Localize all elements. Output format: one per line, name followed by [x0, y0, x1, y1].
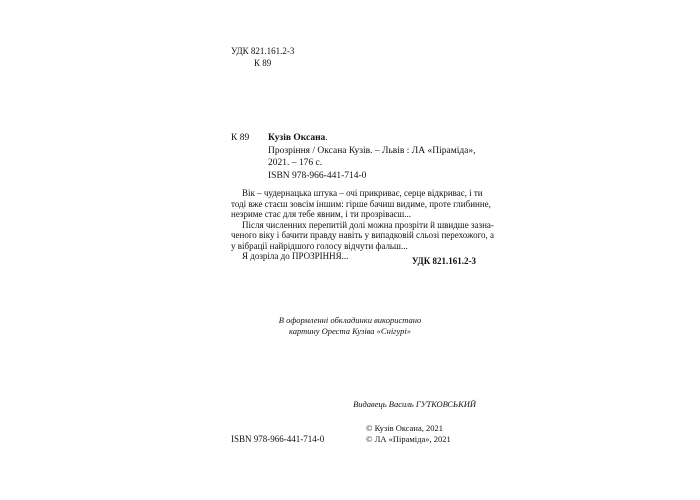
- copyright-line: © Кузів Оксана, 2021: [366, 423, 443, 433]
- bibliographic-record: [268, 132, 476, 170]
- record-line-title: Прозріння / Оксана Кузів. – Львів : ЛА «Піраміда»,: [268, 145, 476, 156]
- author-mark-top: К 89: [254, 58, 272, 68]
- author-mark-record: К 89: [231, 133, 250, 143]
- author-name: Кузів Оксана: [268, 133, 326, 143]
- author-name-dot: .: [325, 133, 328, 143]
- annotation-line: у вібрації найрідшого голосу відчути фальш...: [231, 240, 408, 251]
- publisher-line: Видавець Василь ГУТКОВСЬКИЙ: [353, 399, 476, 409]
- copyright-line: © ЛА «Піраміда», 2021: [366, 434, 451, 444]
- cover-note: [250, 315, 450, 337]
- annotation-line: Вік – чудернацька штука – очі прикриває, серце відкриває, і ти: [242, 188, 483, 198]
- record-line-author: [268, 132, 476, 145]
- annotation-line: Після численних перепитій долі можна прозріти й швидше зазна-: [242, 219, 494, 230]
- annotation-line: Я дозріла до ПРОЗРІННЯ...: [242, 251, 349, 261]
- cover-note-line: картину Ореста Кузіва «Снігурі»: [288, 326, 412, 336]
- annotation-line: ченого віку і бачити правду навіть у випадковій сльозі перехожого, а: [231, 230, 495, 240]
- cover-note-line: В оформленні обкладинки використано: [278, 315, 422, 325]
- record-line-imprint: 2021. – 176 с.: [268, 158, 323, 168]
- isbn-record: ISBN 978-966-441-714-0: [268, 171, 367, 181]
- annotation-line: тоді вже стаєш зовсім іншим: гірше бачиш видиме, проте глибинне,: [231, 198, 491, 209]
- copyright-block: [366, 423, 451, 445]
- udk-code-top: УДК 821.161.2-3: [231, 46, 295, 56]
- annotation-line: незриме стає для тебе явним, і ти прозріваєш...: [231, 209, 411, 219]
- udk-code-bottom: УДК 821.161.2-3: [411, 256, 476, 266]
- annotation: [231, 188, 495, 262]
- isbn-bottom: ISBN 978-966-441-714-0: [231, 434, 325, 444]
